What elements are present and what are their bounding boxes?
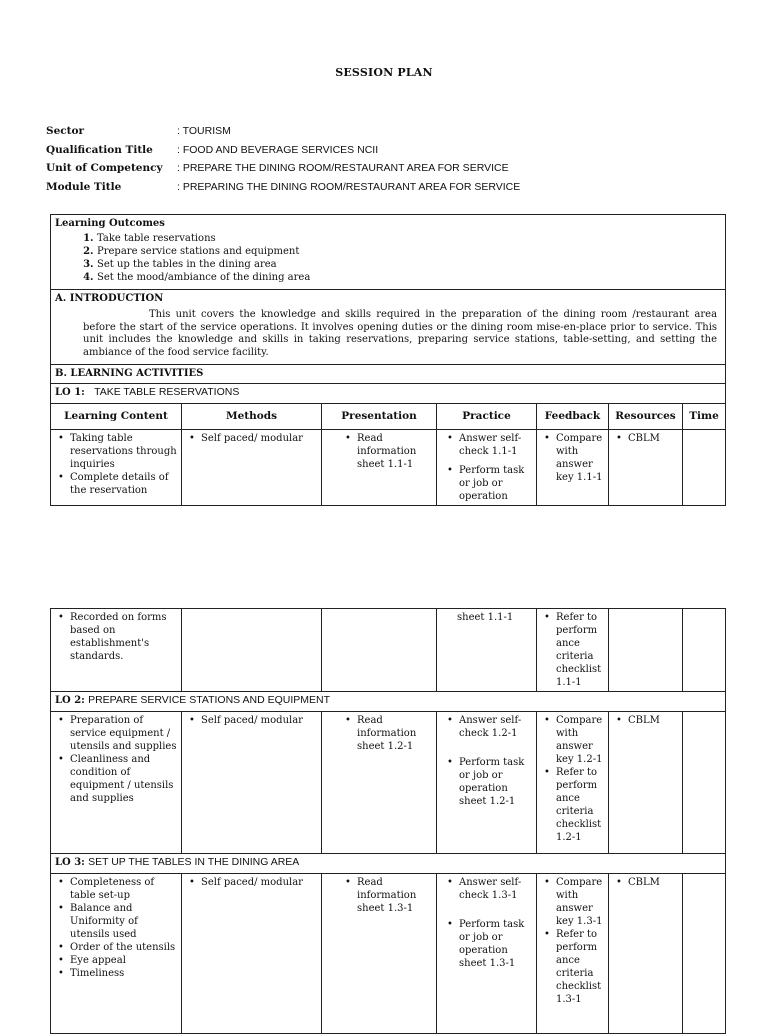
methods-cell: [182, 712, 322, 854]
learning-activities-row: [51, 365, 726, 384]
list-item: • Complete details of the reservation: [70, 471, 177, 497]
practice-text: sheet 1.1-1: [457, 612, 514, 623]
methods-cell: [182, 609, 322, 692]
introduction-text: This unit covers the knowledge and skills required in the preparation of the dining room /restaurant area before the start of the service operations. It involves opening duties or the dining room mise-en-place prior to service. This unit includes the knowledge and skills in taking reservations, preparing service stations, table-setting, and setting the ambiance of the food service facility.: [83, 309, 718, 358]
column-header-presentation: Presentation: [322, 404, 437, 430]
list-item: • Cleanliness and condition of equipment / utensils and supplies: [70, 753, 177, 805]
time-cell: [683, 430, 726, 506]
table-row: [51, 874, 726, 1034]
lo3-row: [51, 854, 726, 874]
presentation-cell: [322, 874, 437, 1034]
meta-value: : TOURISM: [177, 125, 231, 138]
list-item: • Perform task or job or operation sheet 1.2-1: [459, 756, 532, 808]
lo-label: LO 1:: [55, 387, 85, 398]
meta-value: : FOOD AND BEVERAGE SERVICES NCII: [177, 143, 379, 156]
lo-label: LO 2:: [55, 695, 85, 706]
list-item: • Compare with answer key 1.2-1: [556, 714, 604, 766]
lo1-row: [51, 384, 726, 404]
list-item: • Self paced/ modular: [201, 876, 317, 889]
presentation-cell: [322, 712, 437, 854]
column-header-learning-content: Learning Content: [51, 404, 182, 430]
list-item: • Completeness of table set-up: [70, 876, 177, 902]
list-item: • Timeliness: [70, 967, 177, 980]
list-item: • Self paced/ modular: [201, 714, 317, 727]
list-item: • Refer to perform ance criteria checklist 1.3-1: [556, 928, 604, 1006]
learning-content-cell: [51, 430, 182, 506]
presentation-cell: [322, 430, 437, 506]
learning-outcomes-heading: Learning Outcomes: [55, 218, 165, 229]
column-header-feedback: Feedback: [537, 404, 609, 430]
methods-cell: [182, 874, 322, 1034]
learning-outcomes-row: [51, 215, 726, 290]
meta-value: : PREPARING THE DINING ROOM/RESTAURANT AREA FOR SERVICE: [177, 180, 521, 193]
introduction-row: [51, 290, 726, 365]
list-item: • Refer to perform ance criteria checklist 1.1-1: [556, 611, 604, 689]
lo-label: LO 3:: [55, 857, 85, 868]
feedback-cell: [537, 874, 609, 1034]
meta-row-qualification: [46, 141, 520, 160]
resources-cell: [609, 874, 683, 1034]
lo-title: PREPARE SERVICE STATIONS AND EQUIPMENT: [88, 694, 330, 706]
time-cell: [683, 609, 726, 692]
resources-cell: [609, 609, 683, 692]
page-title: SESSION PLAN: [335, 66, 433, 79]
column-header-time: Time: [683, 404, 726, 430]
learning-outcomes-list: [55, 232, 721, 284]
list-item: • Read information sheet 1.1-1: [357, 432, 432, 471]
list-item: • Balance and Uniformity of utensils used: [70, 902, 177, 941]
lo2-row: [51, 692, 726, 712]
list-item: • Refer to perform ance criteria checklist 1.2-1: [556, 766, 604, 844]
table-row: [51, 609, 726, 692]
list-item: • CBLM: [628, 876, 678, 889]
practice-cell: [437, 874, 537, 1034]
learning-outcome-item: 3. Set up the tables in the dining area: [97, 258, 721, 271]
lo-title: TAKE TABLE RESERVATIONS: [94, 386, 240, 398]
meta-label: Qualification Title: [46, 143, 153, 156]
list-item: • Perform task or job or operation: [459, 464, 532, 503]
practice-cell: [437, 609, 537, 692]
meta-label: Sector: [46, 125, 85, 138]
list-item: • Read information sheet 1.2-1: [357, 714, 432, 753]
list-item: • CBLM: [628, 432, 678, 445]
list-item: • Self paced/ modular: [201, 432, 317, 445]
list-item: • Eye appeal: [70, 954, 177, 967]
resources-cell: [609, 430, 683, 506]
session-plan-table: [50, 214, 726, 506]
table-header-row: [51, 404, 726, 430]
learning-content-cell: [51, 609, 182, 692]
meta-label: Unit of Competency: [46, 162, 163, 175]
resources-cell: [609, 712, 683, 854]
learning-activities-heading: B. LEARNING ACTIVITIES: [55, 368, 204, 379]
list-item: • Order of the utensils: [70, 941, 177, 954]
table-row: [51, 712, 726, 854]
list-item: • Preparation of service equipment / utensils and supplies: [70, 714, 177, 753]
column-header-methods: Methods: [182, 404, 322, 430]
list-item: • Answer self-check 1.1-1: [459, 432, 532, 458]
feedback-cell: [537, 712, 609, 854]
presentation-cell: [322, 609, 437, 692]
session-plan-table-continued: [50, 608, 726, 1034]
meta-row-module: [46, 178, 520, 197]
learning-content-cell: [51, 874, 182, 1034]
practice-cell: [437, 712, 537, 854]
meta-row-sector: [46, 122, 520, 141]
list-item: • Taking table reservations through inquiries: [70, 432, 177, 471]
list-item: • Answer self-check 1.2-1: [459, 714, 532, 740]
feedback-cell: [537, 430, 609, 506]
list-item: • Recorded on forms based on establishment's standards.: [70, 611, 177, 663]
meta-label: Module Title: [46, 180, 122, 193]
list-item: • Answer self-check 1.3-1: [459, 876, 532, 902]
learning-outcome-item: 1. Take table reservations: [97, 232, 721, 245]
methods-cell: [182, 430, 322, 506]
practice-cell: [437, 430, 537, 506]
column-header-practice: Practice: [437, 404, 537, 430]
learning-content-cell: [51, 712, 182, 854]
list-item: • Compare with answer key 1.3-1: [556, 876, 604, 928]
table-row: [51, 430, 726, 506]
time-cell: [683, 712, 726, 854]
meta-row-unit: [46, 159, 520, 178]
learning-outcome-item: 4. Set the mood/ambiance of the dining area: [97, 271, 721, 284]
feedback-cell: [537, 609, 609, 692]
list-item: • Perform task or job or operation sheet 1.3-1: [459, 918, 532, 970]
list-item: • Read information sheet 1.3-1: [357, 876, 432, 915]
learning-outcome-item: 2. Prepare service stations and equipment: [97, 245, 721, 258]
lo-title: SET UP THE TABLES IN THE DINING AREA: [88, 856, 300, 868]
list-item: • Compare with answer key 1.1-1: [556, 432, 604, 484]
time-cell: [683, 874, 726, 1034]
column-header-resources: Resources: [609, 404, 683, 430]
session-meta: [46, 122, 520, 196]
list-item: • CBLM: [628, 714, 678, 727]
meta-value: : PREPARE THE DINING ROOM/RESTAURANT AREA FOR SERVICE: [177, 162, 509, 175]
introduction-heading: A. INTRODUCTION: [55, 293, 164, 304]
